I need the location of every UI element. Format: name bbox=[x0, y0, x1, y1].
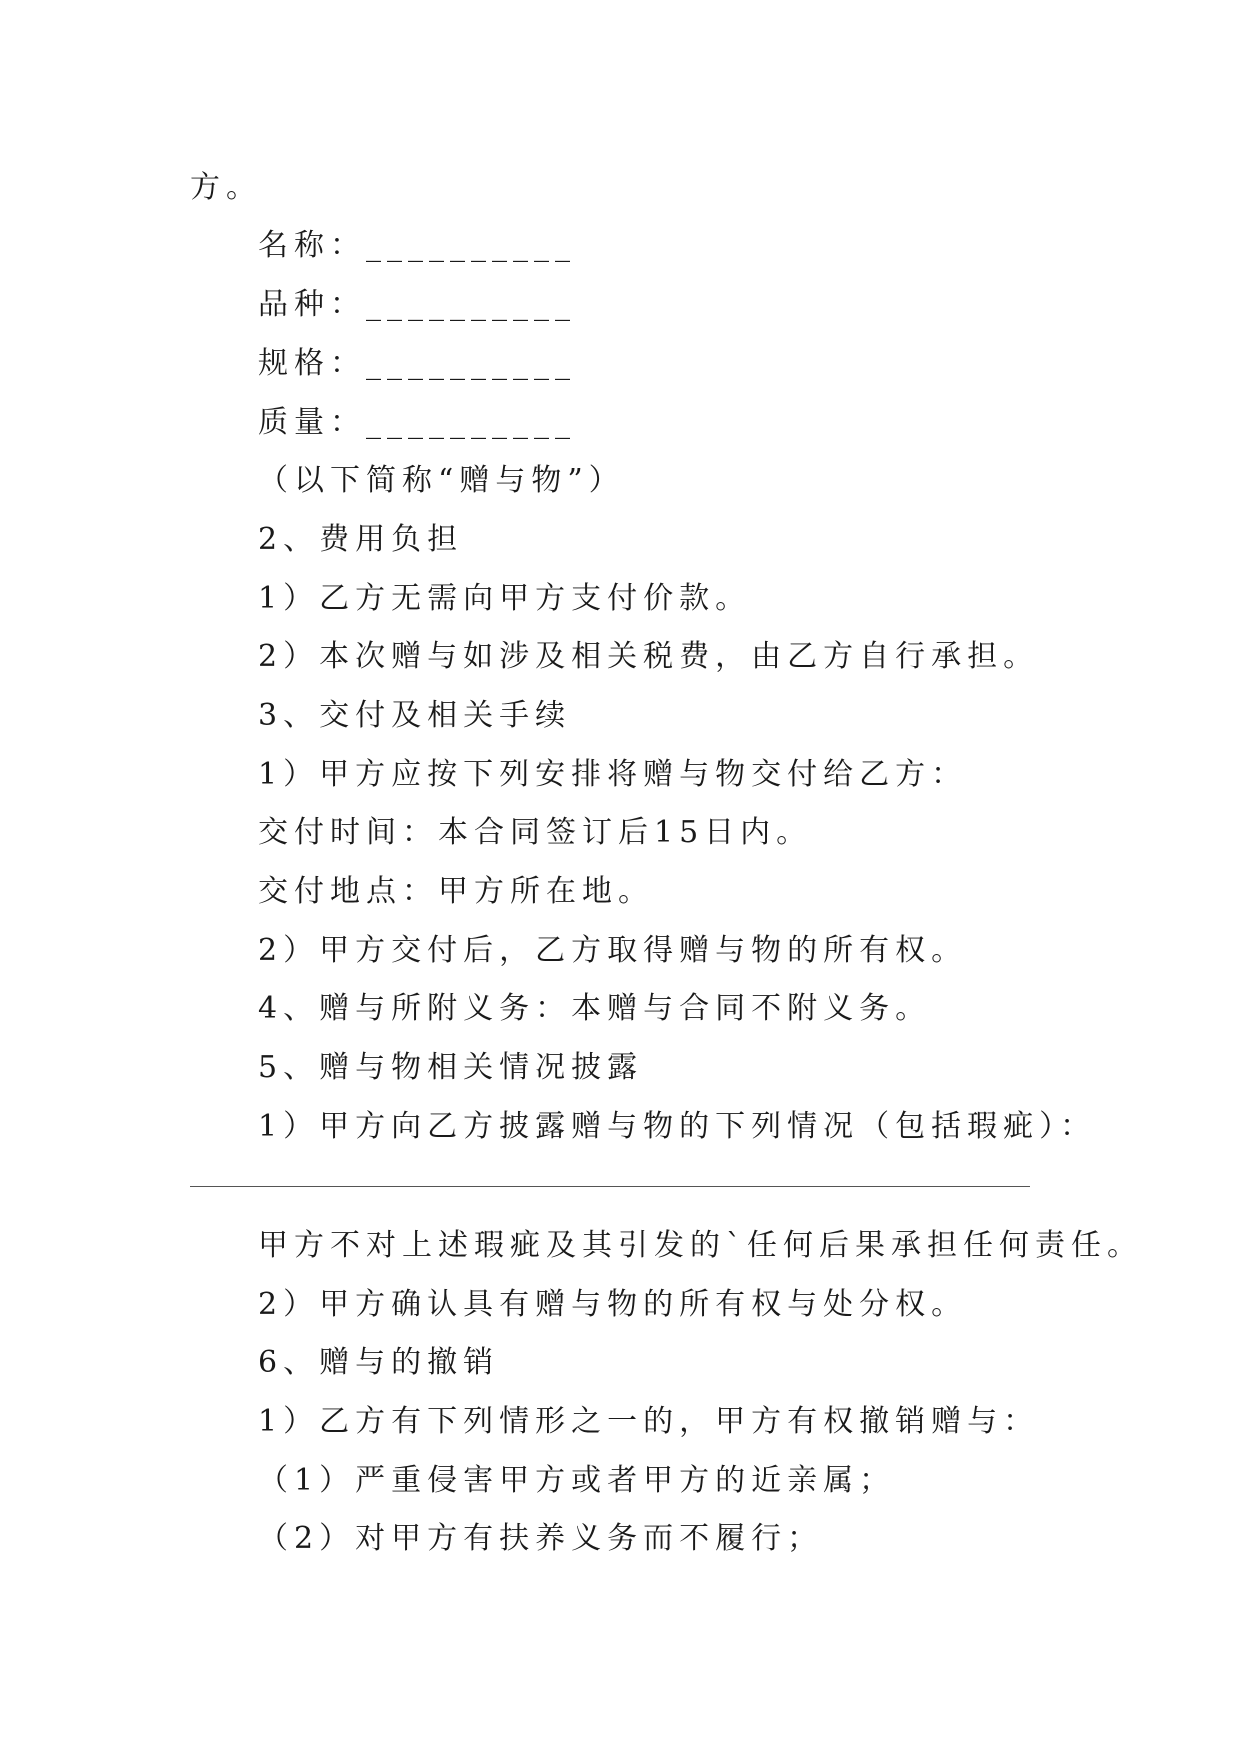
section-heading-revocation: 6、赠与的撤销 bbox=[258, 1345, 500, 1380]
clause-line: 1）甲方向乙方披露赠与物的下列情况（包括瑕疵）： bbox=[258, 1109, 1097, 1144]
clause-line: 交付时间：本合同签订后15日内。 bbox=[258, 815, 813, 850]
field-specification: 规格：__________ bbox=[258, 346, 576, 381]
section-heading-disclosure: 5、赠与物相关情况披露 bbox=[258, 1050, 644, 1085]
clause-line: 2）甲方交付后，乙方取得赠与物的所有权。 bbox=[258, 933, 968, 968]
clause-line: 1）乙方无需向甲方支付价款。 bbox=[258, 581, 752, 616]
section-heading-cost: 2、费用负担 bbox=[258, 522, 464, 557]
clause-line: 交付地点：甲方所在地。 bbox=[258, 874, 654, 909]
clause-line: （2）对甲方有扶养义务而不履行； bbox=[258, 1521, 824, 1556]
field-quality: 质量：__________ bbox=[258, 405, 576, 440]
clause-line: 2）本次赠与如涉及相关税费，由乙方自行承担。 bbox=[258, 639, 1040, 674]
clause-line: 1）乙方有下列情形之一的，甲方有权撤销赠与： bbox=[258, 1404, 1040, 1439]
section-heading-obligation: 4、赠与所附义务：本赠与合同不附义务。 bbox=[258, 991, 932, 1026]
clause-line: 2）甲方确认具有赠与物的所有权与处分权。 bbox=[258, 1287, 968, 1322]
clause-line: 1）甲方应按下列安排将赠与物交付给乙方： bbox=[258, 757, 968, 792]
field-variety: 品种：__________ bbox=[258, 287, 576, 322]
clause-line: 甲方不对上述瑕疵及其引发的`任何后果承担任何责任。 bbox=[258, 1228, 1143, 1263]
clause-line: （1）严重侵害甲方或者甲方的近亲属； bbox=[258, 1463, 896, 1498]
text-line-continuation: 方。 bbox=[190, 170, 262, 205]
section-heading-delivery: 3、交付及相关手续 bbox=[258, 698, 572, 733]
field-name: 名称：__________ bbox=[258, 228, 576, 263]
text-line-abbreviation: （以下简称“赠与物”） bbox=[258, 463, 625, 498]
blank-fill-line bbox=[190, 1186, 1030, 1187]
